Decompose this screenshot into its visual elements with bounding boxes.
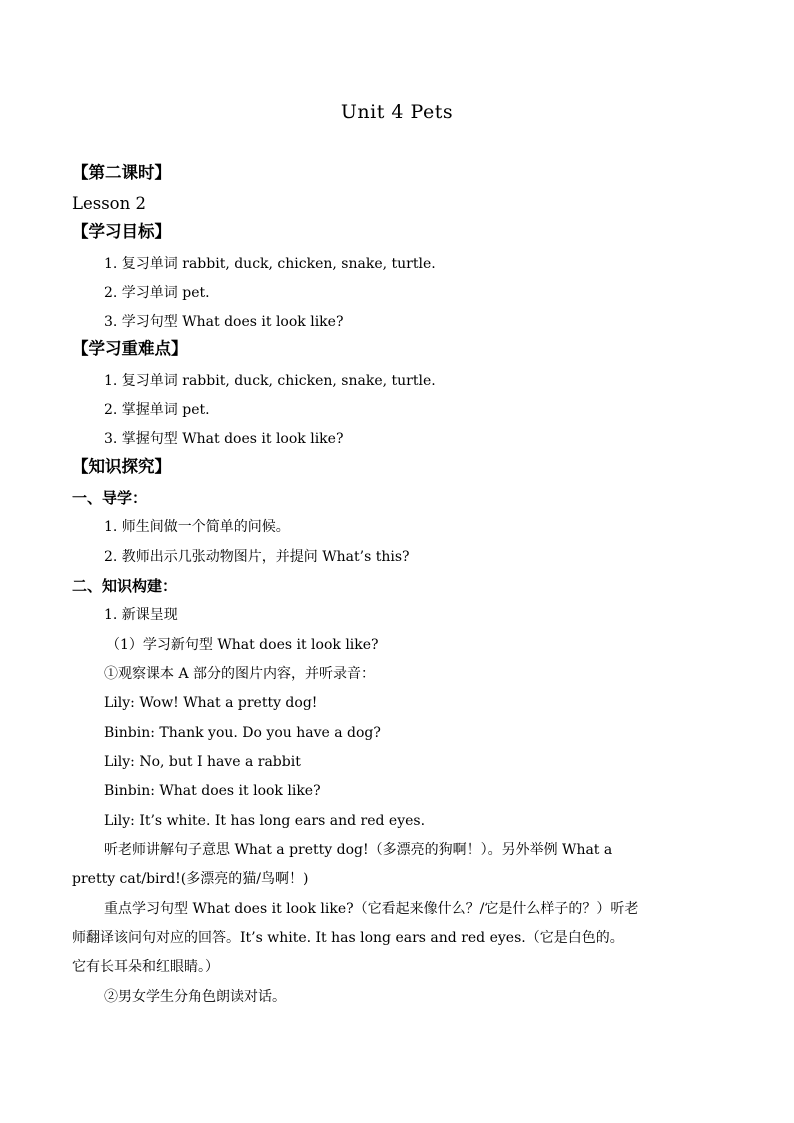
goals-heading: 【学习目标】: [72, 222, 171, 241]
paragraph-line: 重点学习句型 What does it look like?（它看起来像什么？/它是什么样子的？）听老: [104, 901, 639, 917]
lesson-header: 【第二课时】: [72, 163, 171, 182]
key-point-item: 1. 复习单词 rabbit, duck, chicken, snake, turtle.: [104, 373, 436, 389]
page-title: Unit 4 Pets: [340, 101, 454, 123]
goal-item: 3. 学习句型 What does it look like?: [104, 314, 344, 330]
key-point-item: 2. 掌握单词 pet.: [104, 402, 210, 418]
goal-item: 2. 学习单词 pet.: [104, 285, 210, 301]
dialogue-line: Binbin: Thank you. Do you have a dog?: [104, 725, 381, 741]
key-point-item: 3. 掌握句型 What does it look like?: [104, 431, 344, 447]
part1-heading: 一、导学：: [72, 489, 148, 507]
lesson-label: Lesson 2: [72, 194, 146, 213]
goal-item: 1. 复习单词 rabbit, duck, chicken, snake, turtle.: [104, 256, 436, 272]
part1-item: 2. 教师出示几张动物图片，并提问 What’s this?: [104, 549, 410, 565]
explore-heading: 【知识探究】: [72, 457, 171, 476]
part2-line: ①观察课本 A 部分的图片内容，并听录音：: [104, 666, 376, 682]
dialogue-line: Lily: It’s white. It has long ears and red eyes.: [104, 813, 426, 829]
part2-line: 1. 新课呈现: [104, 607, 178, 623]
paragraph-line: pretty cat/bird!(多漂亮的猫/鸟啊！): [72, 871, 309, 887]
part2-line: （1）学习新句型 What does it look like?: [106, 637, 379, 653]
dialogue-line: Lily: No, but I have a rabbit: [104, 754, 301, 770]
paragraph-line: 听老师讲解句子意思 What a pretty dog!（多漂亮的狗啊！）。另外举例 What a: [104, 842, 613, 858]
paragraph-line: ②男女学生分角色朗读对话。: [104, 989, 286, 1005]
paragraph-line: 它有长耳朵和红眼睛。）: [72, 959, 219, 975]
paragraph-line: 师翻译该问句对应的回答。It’s white. It has long ears and red eyes.（它是白色的。: [72, 930, 624, 946]
part1-item: 1. 师生间做一个简单的问候。: [104, 519, 290, 535]
dialogue-line: Binbin: What does it look like?: [104, 783, 321, 799]
key-points-heading: 【学习重难点】: [72, 339, 188, 358]
dialogue-line: Lily: Wow! What a pretty dog!: [104, 695, 318, 711]
part2-heading: 二、知识构建：: [72, 577, 178, 595]
